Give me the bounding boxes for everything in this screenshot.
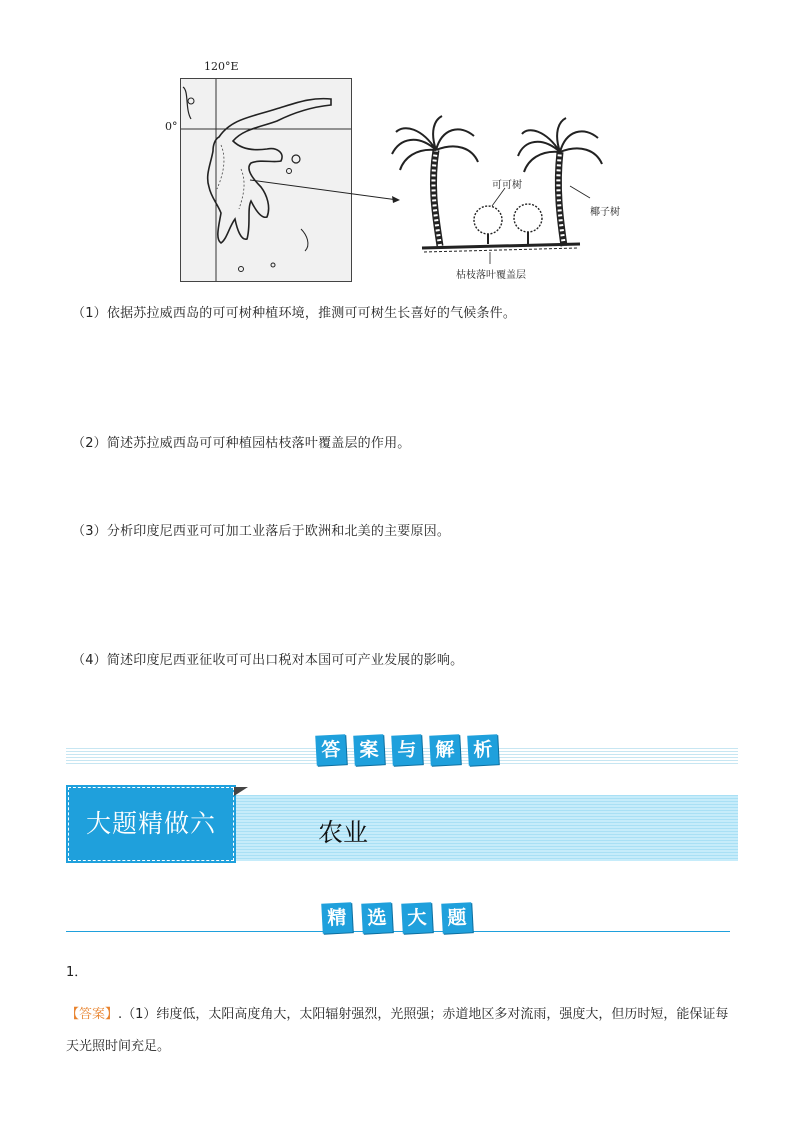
section-header-band: [234, 795, 738, 861]
banner-char: 案: [353, 734, 385, 766]
banner-char: 答: [315, 734, 347, 766]
section-label: 大题精做六: [85, 809, 216, 838]
banner-char: 题: [441, 902, 473, 934]
banner-char: 解: [429, 734, 461, 766]
question-3: （3）分析印度尼西亚可可加工业落后于欧洲和北美的主要原因。: [72, 524, 451, 539]
map-and-plantation-figure: [160, 58, 630, 288]
question-2: （2）简述苏拉威西岛可可种植园枯枝落叶覆盖层的作用。: [72, 436, 411, 451]
ribbon-fold: [234, 787, 248, 796]
answer-tag: 【答案】: [66, 1007, 119, 1022]
litter-layer-label: 枯枝落叶覆盖层: [456, 270, 526, 281]
banner-char: 与: [391, 734, 423, 766]
latitude-label: 0°: [165, 120, 178, 133]
banner-rule: [66, 931, 730, 932]
banner-char: 精: [321, 902, 353, 934]
section-header: [68, 787, 738, 864]
cocoa-tree-label: 可可树: [492, 180, 522, 191]
banner-char: 大: [401, 902, 433, 934]
section-topic: 农业: [318, 818, 369, 847]
item-number: 1．: [66, 965, 88, 980]
answer-text: .（1）纬度低，太阳高度角大，太阳辐射强烈，光照强；赤道地区多对流雨，强度大，但历时短，能保证每天光照时间充足。: [66, 1007, 729, 1054]
banner-char: 选: [361, 902, 393, 934]
question-1: （1）依据苏拉威西岛的可可树种植环境，推测可可树生长喜好的气候条件。: [72, 306, 517, 321]
question-4: （4）简述印度尼西亚征收可可出口税对本国可可产业发展的影响。: [72, 653, 464, 668]
plantation-illustration: [160, 58, 630, 288]
banner-char: 析: [467, 734, 499, 766]
coconut-tree-label: 椰子树: [590, 207, 620, 218]
answer-paragraph: [66, 999, 736, 1063]
longitude-label: 120°E: [204, 60, 239, 73]
